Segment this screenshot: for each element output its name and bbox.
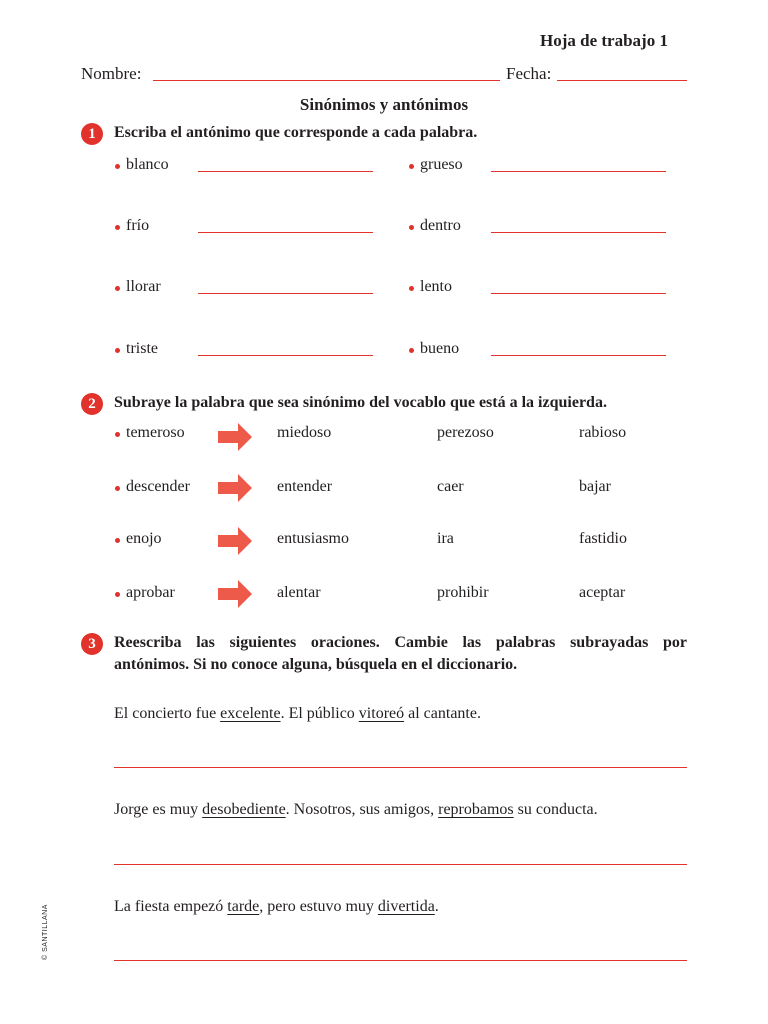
bullet <box>115 164 120 169</box>
option-word[interactable]: perezoso <box>437 424 494 441</box>
option-word[interactable]: alentar <box>277 584 321 601</box>
section-1-instruction: Escriba el antónimo que corresponde a cada palabra. <box>114 124 478 141</box>
option-word[interactable]: entender <box>277 478 333 495</box>
antonym-word: blanco <box>126 156 169 173</box>
worksheet-title: Hoja de trabajo 1 <box>540 31 668 50</box>
arrow-right-icon <box>218 423 252 451</box>
antonym-word: bueno <box>420 340 460 357</box>
option-word[interactable]: bajar <box>579 478 611 495</box>
name-field-line[interactable] <box>153 80 500 81</box>
option-word[interactable]: ira <box>437 530 454 547</box>
antonym-word: grueso <box>420 156 463 173</box>
answer-line[interactable] <box>491 171 666 172</box>
underlined-word: desobediente <box>202 801 286 818</box>
antonym-word: lento <box>420 278 452 295</box>
sentence: La fiesta empezó tarde, pero estuvo muy divertida. <box>114 898 439 915</box>
arrow-right-icon <box>218 527 252 555</box>
answer-line[interactable] <box>198 355 373 356</box>
arrow-right-icon <box>218 474 252 502</box>
bullet <box>115 432 120 437</box>
antonym-word: llorar <box>126 278 161 295</box>
sentence: Jorge es muy desobediente. Nosotros, sus amigos, reprobamos su conducta. <box>114 801 598 818</box>
option-word[interactable]: prohibir <box>437 584 489 601</box>
arrow-right-icon <box>218 580 252 608</box>
answer-line[interactable] <box>198 293 373 294</box>
answer-line[interactable] <box>491 355 666 356</box>
rewrite-line[interactable] <box>114 960 687 961</box>
option-word[interactable]: aceptar <box>579 584 626 601</box>
copyright-text: © SANTILLANA <box>42 904 49 960</box>
option-word[interactable]: fastidio <box>579 530 627 547</box>
source-word: descender <box>126 478 190 495</box>
antonym-word: triste <box>126 340 158 357</box>
answer-line[interactable] <box>491 293 666 294</box>
source-word: aprobar <box>126 584 175 601</box>
bullet <box>115 538 120 543</box>
answer-line[interactable] <box>491 232 666 233</box>
bullet <box>409 225 414 230</box>
source-word: enojo <box>126 530 162 547</box>
answer-line[interactable] <box>198 232 373 233</box>
antonym-word: dentro <box>420 217 461 234</box>
worksheet-subtitle: Sinónimos y antónimos <box>299 95 469 114</box>
section-2-number: 2 <box>81 393 103 415</box>
date-label: Fecha: <box>506 64 552 83</box>
bullet <box>115 348 120 353</box>
section-2-instruction: Subraye la palabra que sea sinónimo del vocablo que está a la izquierda. <box>114 394 607 411</box>
bullet <box>115 286 120 291</box>
antonym-word: frío <box>126 217 150 234</box>
underlined-word: reprobamos <box>438 801 514 818</box>
bullet <box>115 225 120 230</box>
option-word[interactable]: entusiasmo <box>277 530 349 547</box>
bullet <box>409 286 414 291</box>
bullet <box>115 486 120 491</box>
option-word[interactable]: caer <box>437 478 464 495</box>
underlined-word: tarde <box>227 898 260 915</box>
option-word[interactable]: miedoso <box>277 424 332 441</box>
underlined-word: excelente <box>220 705 281 722</box>
option-word[interactable]: rabioso <box>579 424 627 441</box>
name-label: Nombre: <box>81 64 142 83</box>
source-word: temeroso <box>126 424 185 441</box>
sentence: El concierto fue excelente. El público vitoreó al cantante. <box>114 705 481 722</box>
rewrite-line[interactable] <box>114 864 687 865</box>
date-field-line[interactable] <box>557 80 687 81</box>
underlined-word: vitoreó <box>358 705 405 722</box>
answer-line[interactable] <box>198 171 373 172</box>
section-3-number: 3 <box>81 633 103 655</box>
bullet <box>115 592 120 597</box>
underlined-word: divertida <box>377 898 435 915</box>
section-1-number: 1 <box>81 123 103 145</box>
rewrite-line[interactable] <box>114 767 687 768</box>
bullet <box>409 164 414 169</box>
section-3-instruction: Reescriba las siguientes oraciones. Cambie las palabras subrayadas por <box>114 634 687 651</box>
bullet <box>409 348 414 353</box>
section-3-instruction-cont: antónimos. Si no conoce alguna, búsquela en el diccionario. <box>114 656 518 673</box>
